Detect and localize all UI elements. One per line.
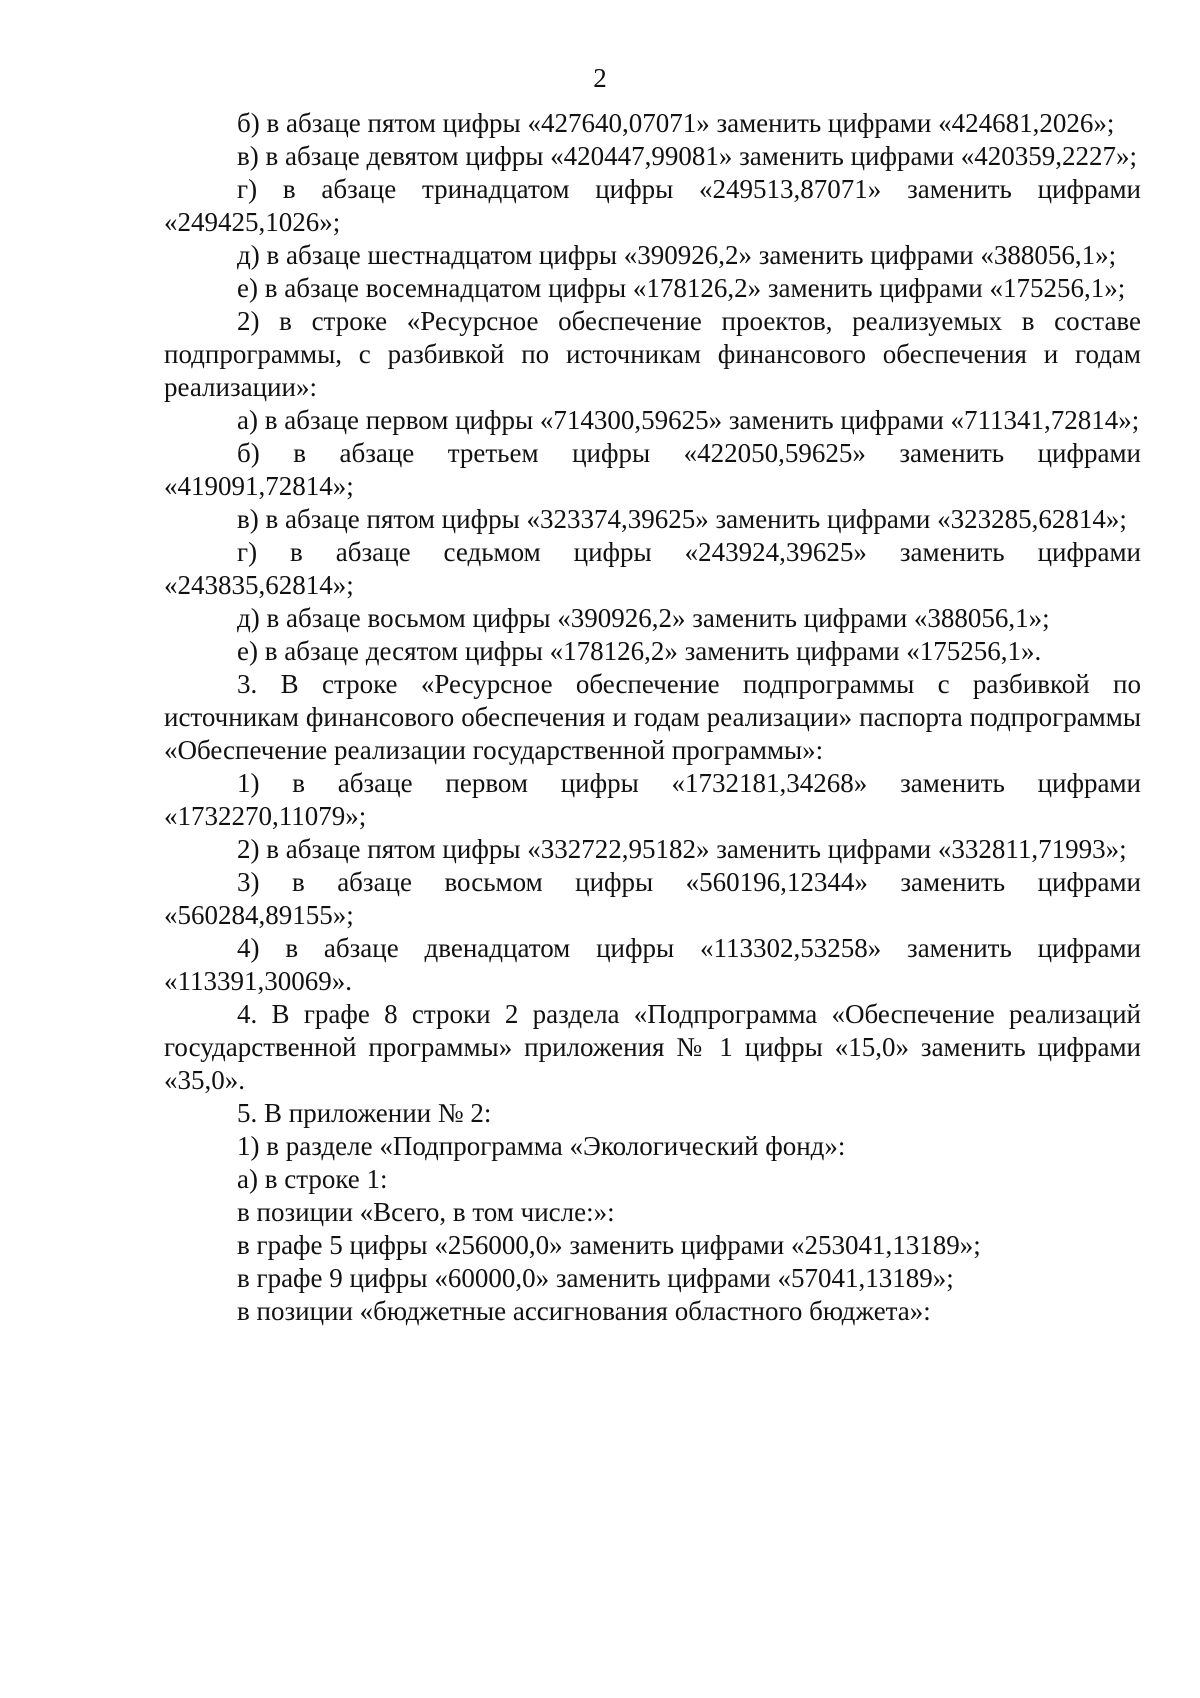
paragraph: 1) в разделе «Подпрограмма «Экологический фонд»: bbox=[237, 1131, 846, 1161]
paragraph: б) в абзаце пятом цифры «427640,07071» заменить цифрами «424681,2026»; bbox=[237, 108, 1115, 138]
paragraph: 3. В строке «Ресурсное обеспечение подпрограммы с разбивкой по источникам финансового обеспечения и годам реализации» паспорта подпрограммы «Обеспечение реализации государственной программы»: bbox=[164, 669, 1141, 765]
paragraph: 2) в строке «Ресурсное обеспечение проектов, реализуемых в составе подпрограммы, с разбивкой по источникам финансового обеспечения и годам реализации»: bbox=[164, 306, 1141, 402]
paragraph: 4. В графе 8 строки 2 раздела «Подпрограмма «Обеспечение реализаций государственной программы» приложения № 1 цифры «15,0» заменить цифрами «35,0». bbox=[164, 999, 1141, 1095]
paragraph: в) в абзаце девятом цифры «420447,99081» заменить цифрами «420359,2227»; bbox=[237, 141, 1138, 171]
page-number: 2 bbox=[593, 63, 607, 93]
paragraph: е) в абзаце восемнадцатом цифры «178126,2» заменить цифрами «175256,1»; bbox=[237, 273, 1126, 303]
paragraph: в графе 5 цифры «256000,0» заменить цифрами «253041,13189»; bbox=[237, 1230, 981, 1260]
paragraph: 5. В приложении № 2: bbox=[237, 1098, 492, 1128]
paragraph: г) в абзаце тринадцатом цифры «249513,87071» заменить цифрами «249425,1026»; bbox=[164, 174, 1141, 237]
paragraph: 2) в абзаце пятом цифры «332722,95182» заменить цифрами «332811,71993»; bbox=[237, 834, 1127, 864]
paragraph: а) в абзаце первом цифры «714300,59625» заменить цифрами «711341,72814»; bbox=[237, 405, 1140, 435]
paragraph: д) в абзаце шестнадцатом цифры «390926,2» заменить цифрами «388056,1»; bbox=[237, 240, 1117, 270]
paragraph: в позиции «бюджетные ассигнования областного бюджета»: bbox=[237, 1296, 931, 1326]
paragraph: г) в абзаце седьмом цифры «243924,39625» заменить цифрами «243835,62814»; bbox=[164, 537, 1141, 600]
paragraph: е) в абзаце десятом цифры «178126,2» заменить цифрами «175256,1». bbox=[237, 636, 1042, 666]
paragraph: д) в абзаце восьмом цифры «390926,2» заменить цифрами «388056,1»; bbox=[237, 603, 1050, 633]
document-body bbox=[164, 107, 1141, 1328]
paragraph: 1) в абзаце первом цифры «1732181,34268» заменить цифрами «1732270,11079»; bbox=[164, 768, 1141, 831]
paragraph: в позиции «Всего, в том числе:»: bbox=[237, 1197, 615, 1227]
paragraph: 3) в абзаце восьмом цифры «560196,12344» заменить цифрами «560284,89155»; bbox=[164, 867, 1141, 930]
paragraph: 4) в абзаце двенадцатом цифры «113302,53258» заменить цифрами «113391,30069». bbox=[164, 933, 1141, 996]
paragraph: в графе 9 цифры «60000,0» заменить цифрами «57041,13189»; bbox=[237, 1263, 954, 1293]
paragraph: а) в строке 1: bbox=[237, 1164, 388, 1194]
paragraph: б) в абзаце третьем цифры «422050,59625» заменить цифрами «419091,72814»; bbox=[164, 438, 1141, 501]
paragraph: в) в абзаце пятом цифры «323374,39625» заменить цифрами «323285,62814»; bbox=[237, 504, 1127, 534]
